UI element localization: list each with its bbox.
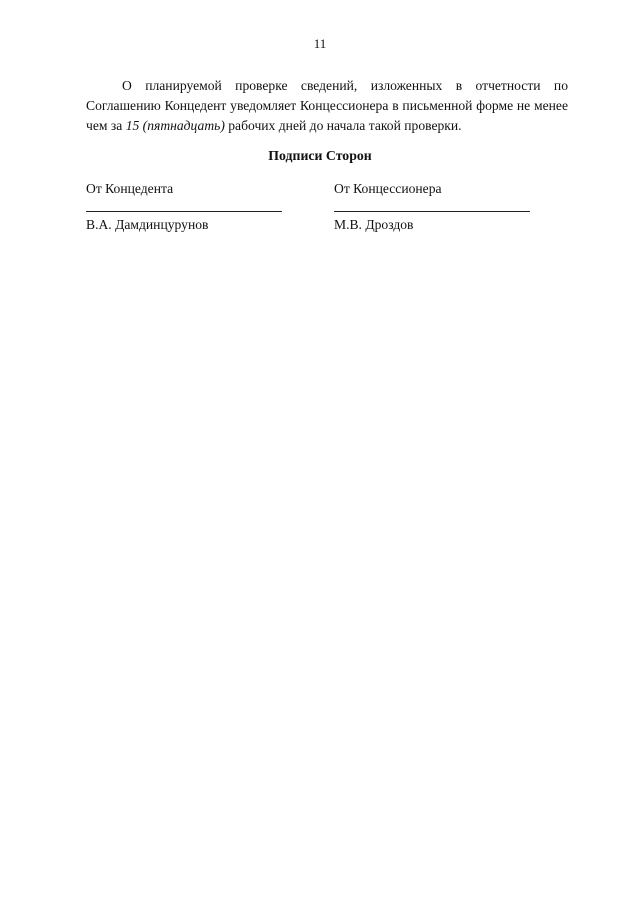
concessionaire-signature-line (334, 211, 530, 212)
signatures-title: Подписи Сторон (268, 148, 372, 163)
signature-block-grantor (86, 180, 286, 234)
paragraph-deadline-italic: 15 (пятнадцать) (125, 118, 225, 133)
grantor-signature-line (86, 211, 282, 212)
paragraph-text-end: рабочих дней до начала такой проверки. (224, 118, 462, 133)
grantor-signatory-name: В.А. Дамдинцурунов (86, 217, 209, 232)
grantor-party-label: От Концедента (86, 181, 174, 196)
concessionaire-signatory-name: М.В. Дроздов (334, 217, 414, 232)
concessionaire-party-label: От Концессионера (334, 181, 442, 196)
signature-block-concessionaire (334, 180, 534, 234)
page-number: 11 (313, 36, 327, 51)
verification-paragraph (86, 76, 568, 136)
paragraph-text-start: О планируемой проверке сведений, изложенных в отчетности по Соглашению Концедент уведомляет Концессионера в письменной форме не менее чем за (86, 78, 568, 133)
